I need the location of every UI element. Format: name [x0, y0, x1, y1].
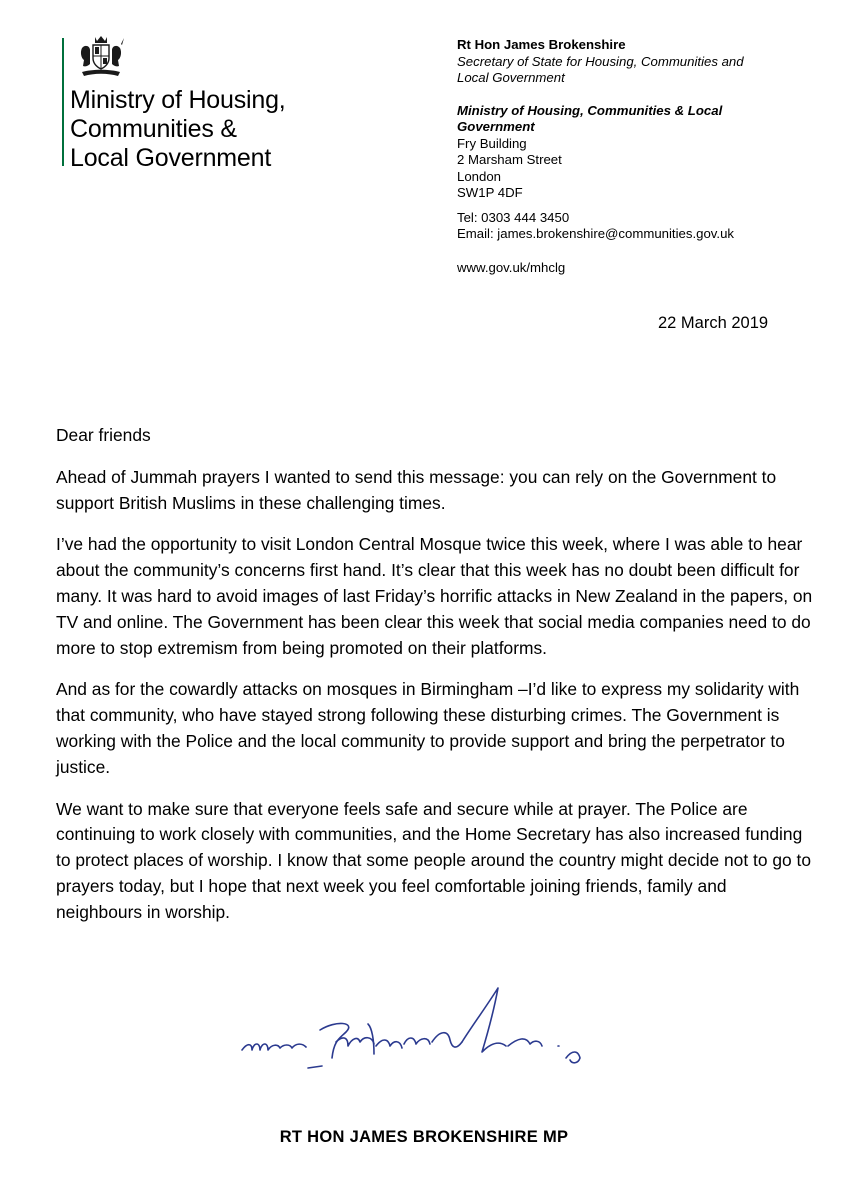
sender-role-line: Secretary of State for Housing, Communities and — [457, 53, 744, 69]
letter-body — [56, 423, 816, 942]
sender-role-line: Local Government — [457, 70, 565, 85]
address-line: SW1P 4DF — [457, 185, 523, 200]
signoff-name: RT HON JAMES BROKENSHIRE MP — [279, 1128, 569, 1146]
address-line: 2 Marsham Street — [457, 152, 562, 167]
body-paragraph: And as for the cowardly attacks on mosques in Birmingham –I’d like to express my solidarity with that community, who have stayed strong following these disturbing crimes. The Government is working with the Police and the local community to provide support and bring the perpetrator to justice. — [56, 679, 800, 777]
sender-email[interactable]: Email: james.brokenshire@communities.gov.uk — [457, 226, 734, 241]
department-name-line: Ministry of Housing, — [70, 86, 286, 114]
department-name-line: Communities & — [70, 115, 237, 143]
department-name-line: Local Government — [70, 144, 272, 172]
salutation: Dear friends — [56, 425, 151, 445]
department-name — [70, 86, 286, 173]
sender-org-line: Ministry of Housing, Communities & Local — [457, 102, 723, 118]
body-paragraph: I’ve had the opportunity to visit London Central Mosque twice this week, where I was able to hear about the community’s concerns first hand. It’s clear that this week has no doubt been difficult for many. It was hard to avoid images of last Friday’s horrific attacks in New Zealand in the papers, on TV and online. The Government has been clear this week that social media companies need to do more to stop extremism from being promoted on their platforms. — [56, 534, 813, 658]
body-paragraph: We want to make sure that everyone feels safe and secure while at prayer. The Police are continuing to work closely with communities, and the Home Secretary has also increased funding to protect places of worship. I know that some people around the country might decide not to go to prayers today, but I hope that next week you feel comfortable joining friends, family and neighbours in worship. — [56, 798, 812, 922]
sender-website[interactable]: www.gov.uk/mhclg — [457, 259, 566, 275]
sender-telephone: Tel: 0303 444 3450 — [457, 209, 570, 225]
royal-coat-of-arms-icon — [76, 34, 126, 78]
address-line: Fry Building — [457, 135, 527, 151]
department-logo — [62, 34, 322, 174]
letter-date: 22 March 2019 — [658, 314, 769, 332]
body-paragraph: Ahead of Jummah prayers I wanted to send this message: you can rely on the Government to support British Muslims in these challenging times. — [56, 466, 777, 513]
address-line: London — [457, 168, 502, 184]
sender-organisation — [457, 103, 827, 136]
sender-name: Rt Hon James Brokenshire — [457, 37, 626, 52]
sender-org-line: Government — [457, 119, 535, 134]
logo-rule — [62, 38, 64, 166]
sender-details — [457, 37, 827, 276]
handwritten-signature-icon — [236, 980, 616, 1080]
